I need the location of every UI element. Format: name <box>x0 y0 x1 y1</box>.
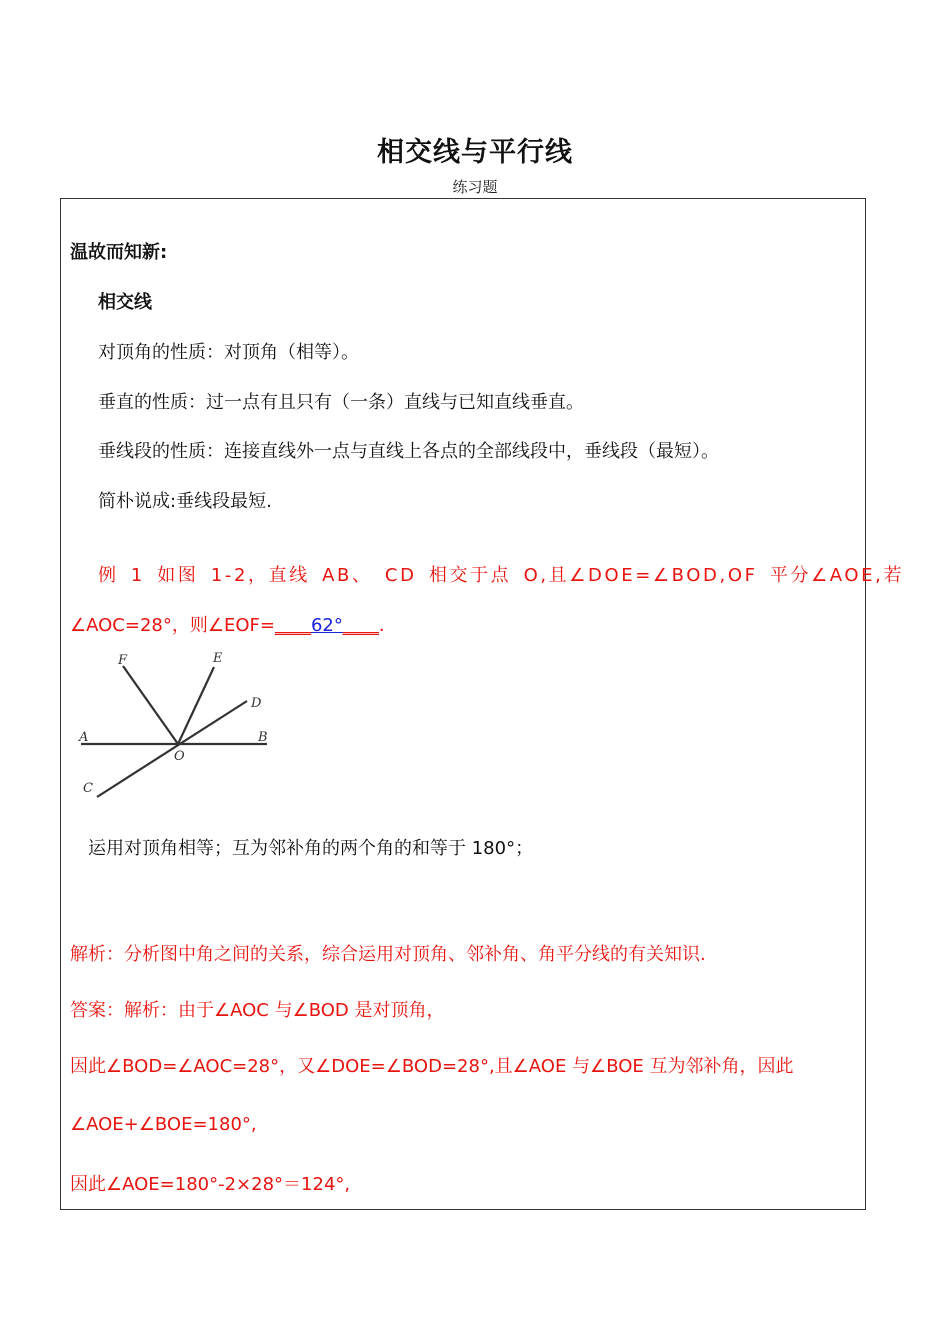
answer-blank-left: ____ <box>274 615 311 636</box>
example-question-suffix: . <box>378 615 385 636</box>
point-label-d: D <box>251 696 262 711</box>
solution-step-1: 因此∠BOD=∠AOC=28°，又∠DOE=∠BOD=28°,且∠AOE 与∠BOE 互为邻补角，因此 <box>70 1056 794 1077</box>
ray-of <box>123 666 178 744</box>
point-label-a: A <box>79 730 89 745</box>
point-label-b: B <box>258 730 268 745</box>
point-label-o: O <box>174 749 185 764</box>
property-vertical-angles: 对顶角的性质：对顶角（相等）。 <box>98 342 359 363</box>
example-answer: 62° <box>310 615 343 636</box>
example-question-prefix: ∠AOC=28°，则∠EOF= <box>70 615 275 636</box>
answer-blank-right: ____ <box>342 615 379 636</box>
section-title: 相交线 <box>98 292 152 313</box>
example-question-line2 <box>70 611 385 637</box>
property-perpendicular-segment: 垂线段的性质：连接直线外一点与直线上各点的全部线段中，垂线段（最短）。 <box>98 441 719 462</box>
document-subtitle: 练习题 <box>452 178 498 196</box>
content-frame <box>60 198 905 1210</box>
solution-analysis: 解析：分析图中角之间的关系，综合运用对顶角、邻补角、角平分线的有关知识. <box>70 944 706 965</box>
line-cd <box>97 701 247 797</box>
solution-answer-line: 答案：解析：由于∠AOC 与∠BOD 是对顶角， <box>70 1000 445 1021</box>
point-label-e: E <box>213 651 223 666</box>
hint-text: 运用对顶角相等；互为邻补角的两个角的和等于 180°； <box>88 838 534 859</box>
property-perpendicular: 垂直的性质：过一点有且只有（一条）直线与已知直线垂直。 <box>98 392 584 413</box>
solution-step-3: 因此∠AOE=180°-2×28°＝124°, <box>70 1174 351 1195</box>
solution-step-2: ∠AOE+∠BOE=180°, <box>70 1114 257 1135</box>
point-label-f: F <box>118 653 128 668</box>
review-heading: 温故而知新: <box>70 242 168 263</box>
document-title: 相交线与平行线 <box>377 137 573 168</box>
example-question-line1: 例 1 如图 1-2，直线 AB、 CD 相交于点 O,且∠DOE=∠BOD,OF 平分∠AOE,若 <box>98 565 905 586</box>
point-label-c: C <box>83 781 93 796</box>
property-summary: 简朴说成:垂线段最短. <box>98 491 272 512</box>
intersecting-lines-figure <box>71 647 291 807</box>
